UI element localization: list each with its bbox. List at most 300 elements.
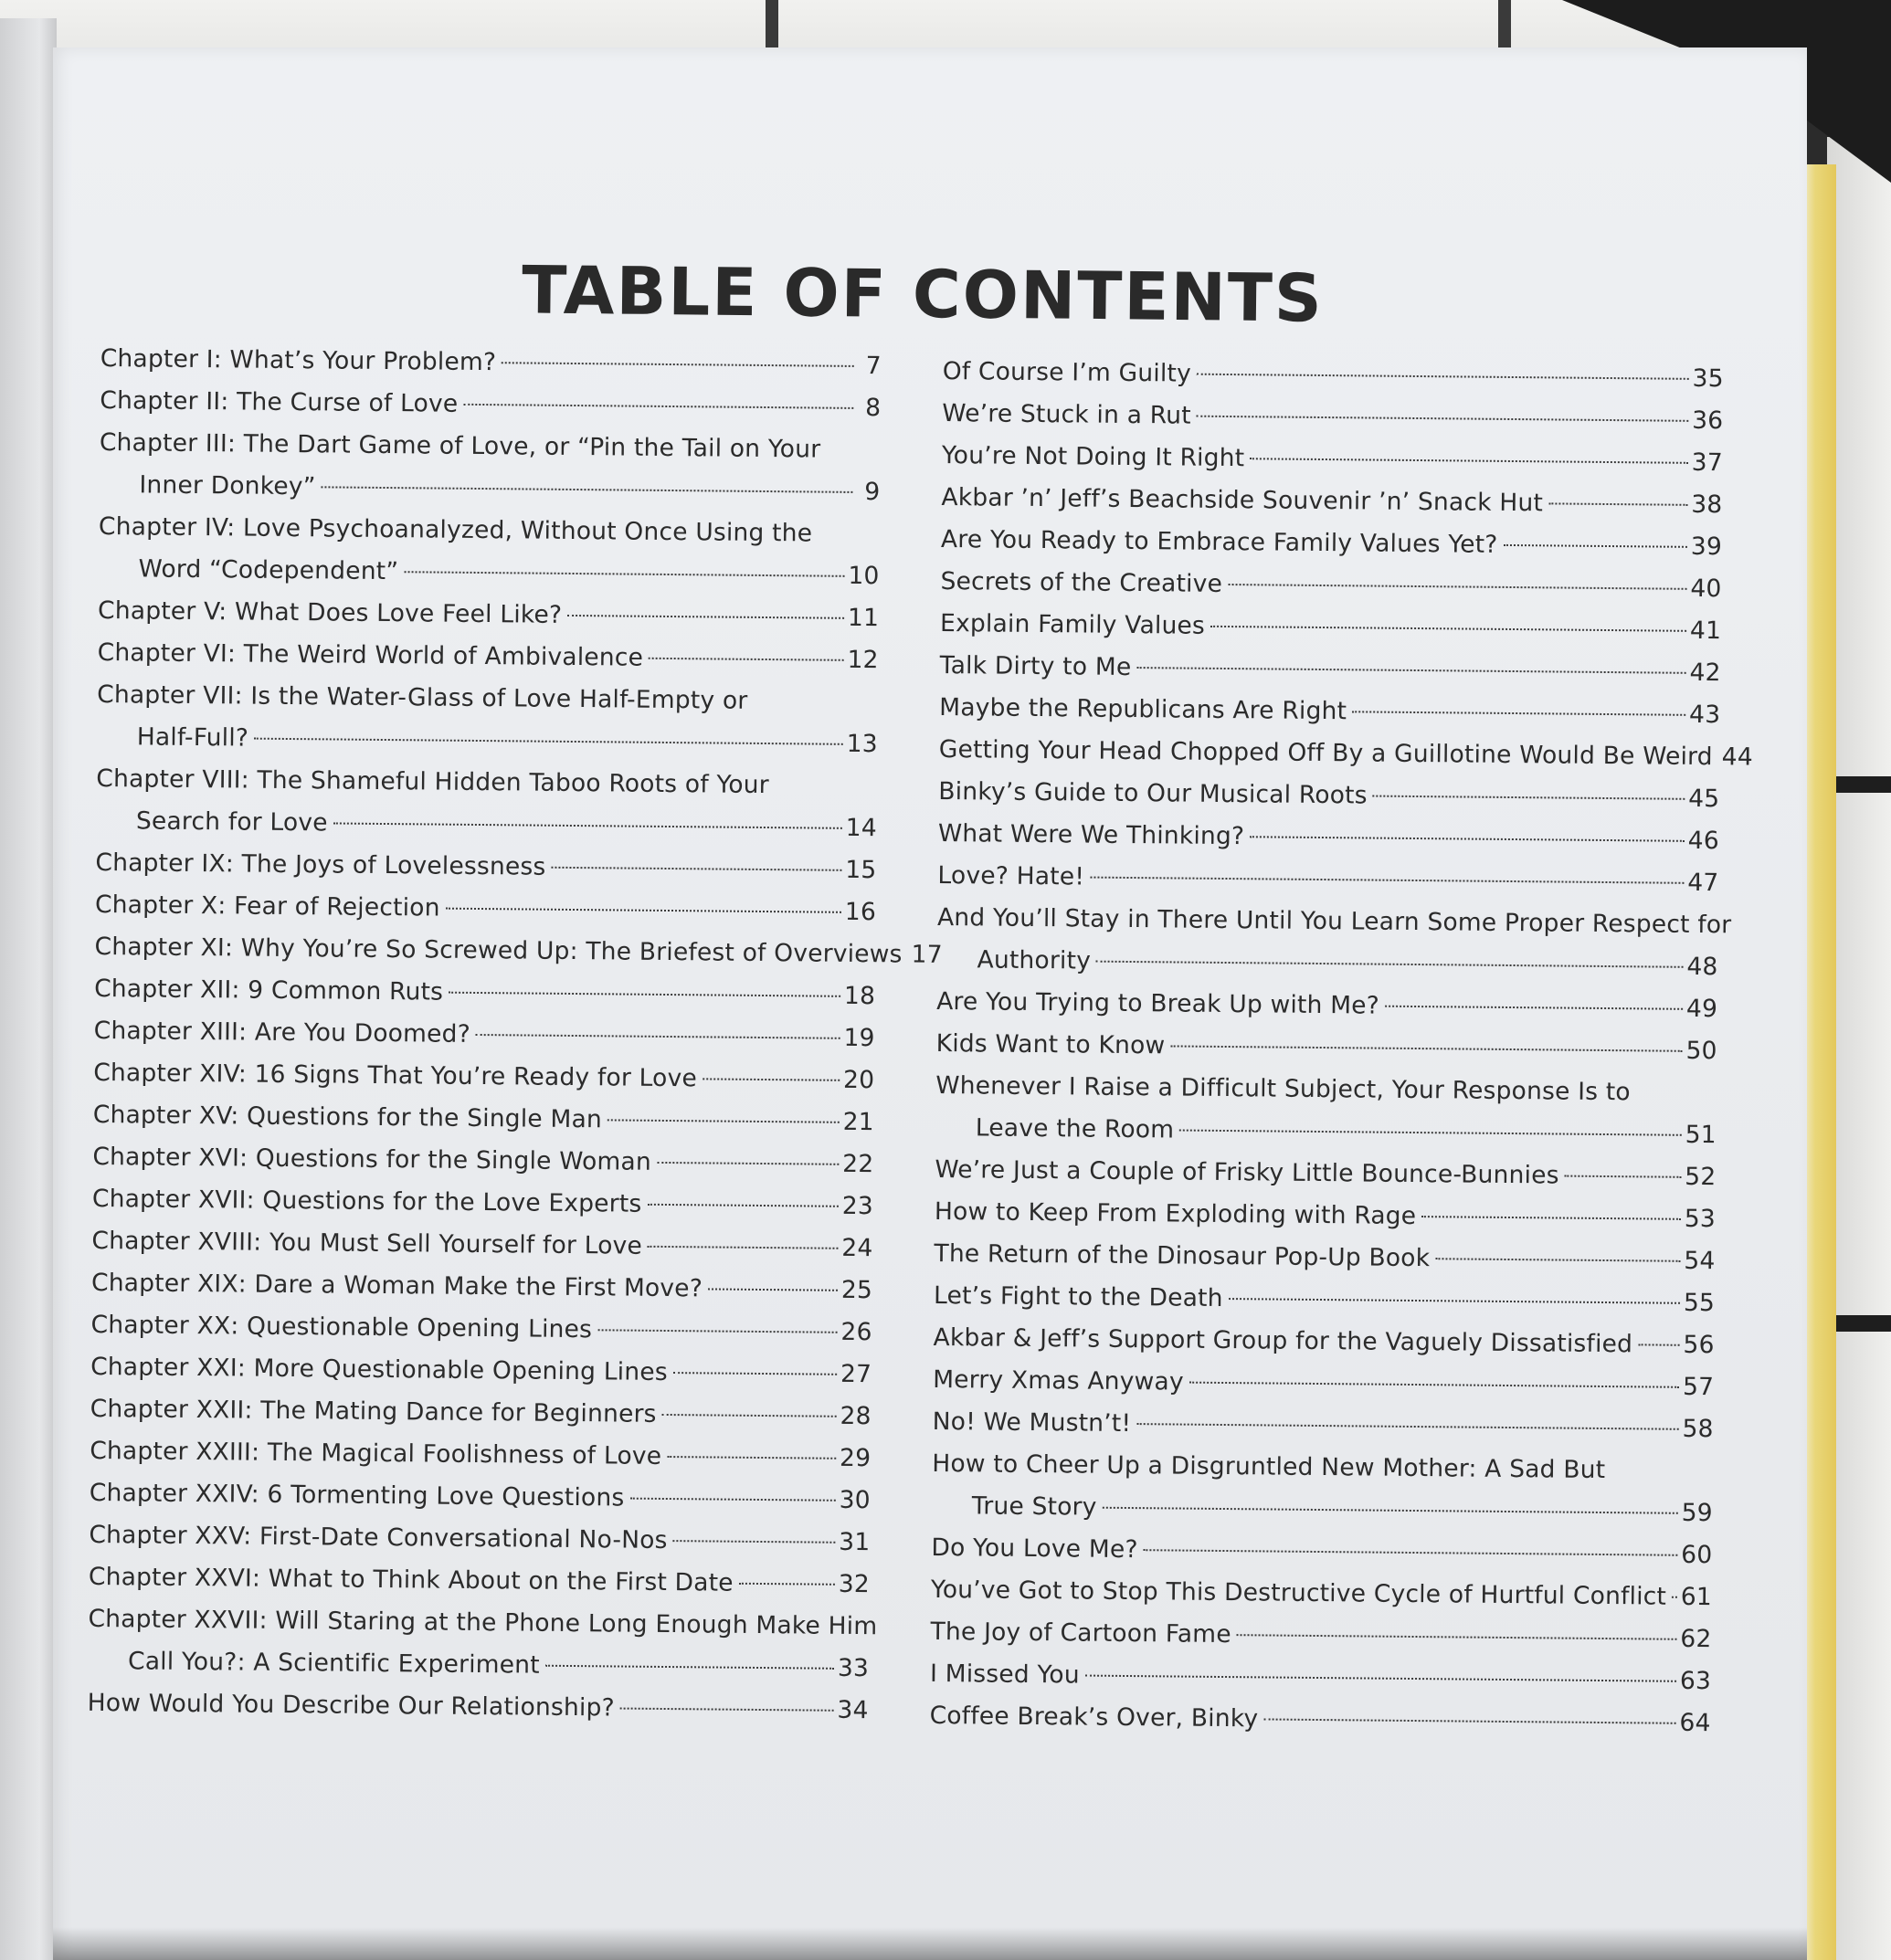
dot-leader xyxy=(1250,835,1685,842)
toc-page-number: 14 xyxy=(845,813,878,843)
toc-entry-title: We’re Stuck in a Rut xyxy=(942,398,1191,430)
dot-leader xyxy=(1136,666,1685,674)
dot-leader xyxy=(1229,1297,1680,1304)
dot-leader xyxy=(1638,1343,1679,1345)
toc-entry-line xyxy=(89,1556,870,1606)
dot-leader xyxy=(1228,583,1686,590)
toc-entry-title: I Missed You xyxy=(929,1659,1080,1690)
dot-leader xyxy=(1237,1633,1677,1640)
toc-page-number: 18 xyxy=(843,981,876,1011)
toc-page-number: 21 xyxy=(842,1107,874,1137)
toc-entry-line xyxy=(92,1136,873,1185)
toc-page-number: 61 xyxy=(1680,1582,1713,1612)
dot-leader xyxy=(1263,1717,1675,1723)
toc-entry xyxy=(100,338,882,387)
dot-leader xyxy=(708,1287,838,1291)
toc-entry-line xyxy=(935,1149,1716,1198)
toc-entry-line xyxy=(91,1220,872,1270)
toc-page-number: 62 xyxy=(1680,1624,1712,1654)
dot-leader xyxy=(1548,501,1687,505)
toc-entry-title: Maybe the Republicans Are Right xyxy=(939,692,1347,726)
toc-page-number: 9 xyxy=(864,478,881,507)
toc-entry-title: How to Cheer Up a Disgruntled New Mother: A Sad But xyxy=(932,1449,1606,1485)
toc-entry-line xyxy=(90,1388,872,1438)
toc-entry-line xyxy=(939,687,1720,736)
dot-leader xyxy=(545,1664,834,1670)
toc-entry-line xyxy=(88,1598,878,1648)
toc-entry xyxy=(930,1653,1711,1702)
toc-page-number: 33 xyxy=(837,1653,870,1683)
toc-entry xyxy=(90,1346,872,1396)
toc-page-number: 47 xyxy=(1687,868,1719,898)
toc-entry-line xyxy=(91,1262,872,1312)
toc-entry-line xyxy=(931,1569,1712,1618)
toc-page-number: 30 xyxy=(839,1485,871,1515)
toc-entry-line xyxy=(933,1401,1714,1450)
toc-entry xyxy=(937,855,1718,904)
dot-leader xyxy=(739,1582,835,1586)
toc-entry-continuation xyxy=(98,548,879,597)
dot-leader xyxy=(322,485,853,493)
toc-entry xyxy=(90,1388,872,1438)
dot-leader xyxy=(333,821,842,828)
toc-page-number: 51 xyxy=(1685,1120,1717,1150)
toc-page-number: 45 xyxy=(1688,784,1720,814)
dot-leader xyxy=(254,737,843,745)
toc-page-number: 8 xyxy=(865,394,882,423)
toc-entry-title: Leave the Room xyxy=(975,1113,1175,1144)
toc-entry xyxy=(933,1401,1714,1450)
dot-leader xyxy=(647,1203,838,1207)
dot-leader xyxy=(657,1161,839,1165)
toc-entry-line xyxy=(98,590,879,639)
page-shadow xyxy=(53,1927,1807,1960)
toc-entry-title: Talk Dirty to Me xyxy=(939,650,1132,681)
toc-entry-title: Chapter V: What Does Love Feel Like? xyxy=(97,595,563,629)
toc-entry-title: Chapter XXIII: The Magical Foolishness of Love xyxy=(90,1436,662,1470)
toc-entry xyxy=(941,519,1722,568)
dot-leader xyxy=(1179,1129,1681,1136)
toc-page-number: 28 xyxy=(840,1401,872,1431)
toc-page-number: 11 xyxy=(847,603,880,633)
toc-entry-title: You’re Not Doing It Right xyxy=(941,440,1245,473)
toc-entry-line xyxy=(936,897,1732,946)
dot-leader xyxy=(1197,415,1688,422)
toc-entry-line xyxy=(92,1178,873,1228)
dot-leader xyxy=(404,570,844,577)
toc-entry xyxy=(95,842,876,891)
toc-entry-title: Do You Love Me? xyxy=(931,1533,1138,1565)
toc-entry xyxy=(935,1149,1716,1198)
toc-entry-line xyxy=(933,1359,1714,1408)
toc-page-number: 52 xyxy=(1685,1162,1717,1192)
dot-leader xyxy=(662,1413,837,1417)
toc-entry-title: How Would You Describe Our Relationship? xyxy=(87,1688,615,1723)
dot-leader xyxy=(1096,960,1683,968)
toc-page-number: 48 xyxy=(1686,952,1718,982)
dot-leader xyxy=(1250,457,1687,464)
toc-entry xyxy=(98,506,880,597)
toc-entry-line xyxy=(935,1191,1716,1240)
toc-entry xyxy=(933,1317,1714,1366)
toc-entry xyxy=(938,771,1719,820)
toc-page-number: 64 xyxy=(1679,1708,1711,1738)
toc-entry xyxy=(93,1094,874,1143)
toc-entry-title: Chapter VIII: The Shameful Hidden Taboo Roots of Your xyxy=(96,764,769,800)
toc-page-number: 25 xyxy=(840,1275,873,1305)
toc-entry xyxy=(939,687,1720,736)
dot-leader xyxy=(449,991,840,997)
toc-entry-title: Chapter III: The Dart Game of Love, or “Pin the Tail on Your xyxy=(99,427,821,464)
toc-entry xyxy=(87,1682,868,1732)
toc-page-number: 37 xyxy=(1691,448,1724,478)
toc-entry-title: Chapter XXII: The Mating Dance for Beginners xyxy=(90,1394,657,1428)
toc-entry-line xyxy=(94,926,943,975)
toc-entry-title: Chapter XXV: First-Date Conversational No-Nos xyxy=(89,1520,668,1555)
toc-entry-title: Of Course I’m Guilty xyxy=(942,356,1192,388)
toc-entry-title: Half-Full? xyxy=(136,722,249,753)
toc-entry-title: Chapter XXIV: 6 Tormenting Love Questions xyxy=(89,1478,625,1512)
toc-entry-line xyxy=(100,380,881,429)
toc-page-number: 15 xyxy=(845,855,877,885)
dot-leader xyxy=(446,907,841,913)
toc-entry xyxy=(93,1052,874,1101)
toc-entry xyxy=(930,1611,1711,1660)
toc-entry-title: Chapter XXVI: What to Think About on the First Date xyxy=(88,1562,734,1597)
dot-leader xyxy=(1197,373,1689,380)
toc-entry xyxy=(90,1430,871,1480)
toc-page-number: 16 xyxy=(844,897,877,927)
toc-entry xyxy=(99,422,881,513)
toc-entry xyxy=(97,632,878,681)
toc-entry-title: The Joy of Cartoon Fame xyxy=(930,1617,1231,1649)
toc-entry xyxy=(931,1527,1712,1576)
toc-entry-title: Chapter IV: Love Psychoanalyzed, Without Once Using the xyxy=(98,511,813,548)
toc-entry-line xyxy=(89,1514,870,1564)
toc-entry xyxy=(90,1304,872,1354)
toc-entry-line xyxy=(939,645,1720,694)
toc-page-number: 60 xyxy=(1681,1540,1713,1570)
toc-page-number: 24 xyxy=(841,1233,873,1263)
toc-entry-title: Love? Hate! xyxy=(937,860,1085,891)
toc-entry-continuation xyxy=(97,716,878,765)
toc-entry-line xyxy=(100,422,881,471)
toc-entry xyxy=(938,729,1754,778)
toc-entry-title: Coffee Break’s Over, Binky xyxy=(929,1701,1259,1733)
dot-leader xyxy=(1090,876,1684,884)
toc-entry-line xyxy=(99,506,880,555)
toc-entry xyxy=(97,674,879,765)
toc-entry-line xyxy=(938,729,1754,778)
toc-entry-title: Are You Trying to Break Up with Me? xyxy=(936,986,1380,1020)
toc-entry-title: Chapter XVIII: You Must Sell Yourself for Love xyxy=(91,1226,643,1260)
toc-entry-title: The Return of the Dinosaur Pop-Up Book xyxy=(934,1238,1431,1273)
dot-leader xyxy=(1565,1175,1682,1178)
toc-page-number: 31 xyxy=(839,1527,871,1557)
toc-entry-line xyxy=(934,1233,1715,1282)
toc-page-number: 40 xyxy=(1690,574,1722,604)
toc-entry-continuation xyxy=(99,464,880,513)
toc-entry-title: What Were We Thinking? xyxy=(937,818,1245,851)
toc-entry xyxy=(939,645,1720,694)
toc-entry xyxy=(100,380,881,429)
dot-leader xyxy=(649,657,843,661)
toc-entry-line xyxy=(90,1304,872,1354)
toc-entry xyxy=(94,968,875,1017)
toc-page-number: 32 xyxy=(838,1569,871,1599)
toc-entry-title: Authority xyxy=(977,945,1092,975)
toc-page-number: 27 xyxy=(840,1359,872,1389)
dot-leader xyxy=(1435,1257,1680,1262)
toc-entry-line xyxy=(93,1094,874,1143)
dot-leader xyxy=(1421,1215,1681,1220)
dot-leader xyxy=(1103,1506,1678,1514)
toc-entry-title: Chapter XV: Questions for the Single Man xyxy=(92,1100,603,1134)
toc-entry-line xyxy=(97,674,878,723)
toc-entry xyxy=(940,561,1721,610)
toc-entry-continuation xyxy=(936,939,1717,988)
dot-leader xyxy=(673,1371,837,1375)
toc-left-column xyxy=(87,338,943,1732)
toc-page-number: 12 xyxy=(847,645,879,675)
toc-entry xyxy=(935,1191,1716,1240)
toc-entry-title: Kids Want to Know xyxy=(935,1028,1166,1060)
toc-page-number: 17 xyxy=(911,940,943,969)
toc-entry-line xyxy=(932,1443,1713,1492)
dot-leader xyxy=(703,1077,840,1080)
toc-page-number: 42 xyxy=(1689,658,1721,688)
toc-page-number: 49 xyxy=(1685,994,1718,1024)
toc-entry-title: Chapter XVI: Questions for the Single Woman xyxy=(92,1142,652,1176)
toc-entry-line xyxy=(95,842,876,891)
toc-page-number: 43 xyxy=(1688,700,1721,730)
dot-leader xyxy=(1136,1422,1678,1430)
toc-entry xyxy=(93,1010,874,1059)
toc-page-number: 19 xyxy=(843,1023,875,1053)
toc-entry xyxy=(95,884,876,933)
toc-entry-title: Chapter X: Fear of Rejection xyxy=(94,890,440,922)
toc-entry-line xyxy=(930,1653,1711,1702)
toc-page-number: 55 xyxy=(1683,1288,1716,1318)
toc-entry xyxy=(938,813,1719,862)
toc-entry-line xyxy=(940,561,1721,610)
toc-page-number: 44 xyxy=(1721,743,1754,772)
toc-entry xyxy=(935,1023,1717,1072)
toc-page-number: 46 xyxy=(1687,826,1720,856)
toc-entry-title: Chapter I: What’s Your Problem? xyxy=(100,343,497,377)
dot-leader xyxy=(1504,543,1687,548)
toc-entry xyxy=(932,1443,1714,1534)
toc-entry xyxy=(92,1136,873,1185)
toc-page-number: 39 xyxy=(1690,532,1723,562)
dot-leader xyxy=(673,1539,836,1544)
toc-entry-line xyxy=(930,1611,1711,1660)
toc-page-number: 63 xyxy=(1679,1666,1712,1696)
dot-leader xyxy=(502,361,854,367)
toc-entry-line xyxy=(90,1430,871,1480)
toc-entry-title: Chapter XXVII: Will Staring at the Phone Long Enough Make Him xyxy=(88,1604,878,1641)
toc-entry-line xyxy=(97,632,878,681)
toc-entry-line xyxy=(90,1472,871,1522)
toc-page-number: 54 xyxy=(1684,1246,1716,1276)
toc-entry-title: Chapter XVII: Questions for the Love Experts xyxy=(91,1184,642,1218)
toc-entry xyxy=(929,1695,1710,1744)
toc-page-number: 34 xyxy=(837,1695,869,1725)
toc-entry-line xyxy=(100,338,882,387)
toc-entry xyxy=(942,393,1723,442)
dot-leader xyxy=(597,1328,837,1333)
backdrop-right xyxy=(1827,137,1891,1960)
toc-entry xyxy=(941,477,1722,526)
toc-entry-continuation xyxy=(935,1107,1717,1156)
toc-entry-title: Search for Love xyxy=(135,806,328,838)
toc-entry xyxy=(936,897,1732,988)
toc-entry-title: Are You Ready to Embrace Family Values Yet? xyxy=(940,524,1498,559)
toc-entry-line xyxy=(937,855,1718,904)
toc-page-number: 29 xyxy=(839,1443,872,1473)
toc-entry-line xyxy=(935,1065,1717,1114)
toc-page-number: 38 xyxy=(1691,490,1723,520)
toc-entry-title: And You’ll Stay in There Until You Learn Some Proper Respect for xyxy=(936,902,1732,940)
toc-entry-title: True Story xyxy=(971,1491,1097,1522)
toc-entry-title: We’re Just a Couple of Frisky Little Bounce-Bunnies xyxy=(935,1154,1559,1190)
toc-entry xyxy=(936,981,1717,1030)
toc-entry xyxy=(89,1514,870,1564)
toc-entry xyxy=(96,758,878,849)
toc-page-number: 7 xyxy=(865,352,882,381)
toc-entry-title: Chapter IX: The Joys of Lovelessness xyxy=(95,848,546,881)
toc-entry-line xyxy=(93,1052,874,1101)
toc-entry-title: Chapter II: The Curse of Love xyxy=(100,385,459,418)
toc-entry xyxy=(90,1472,871,1522)
toc-entry xyxy=(92,1178,873,1228)
toc-entry-line xyxy=(935,1023,1717,1072)
toc-entry-title: Merry Xmas Anyway xyxy=(933,1365,1184,1396)
dot-leader xyxy=(648,1245,838,1249)
dot-leader xyxy=(1085,1674,1676,1682)
toc-entry-line xyxy=(933,1317,1714,1366)
toc-entry-title: Word “Codependent” xyxy=(138,554,399,586)
toc-entry-line xyxy=(942,435,1723,484)
toc-entry-title: Inner Donkey” xyxy=(139,470,316,501)
toc-entry-title: Chapter XII: 9 Common Ruts xyxy=(94,974,444,1006)
toc-entry xyxy=(91,1220,872,1270)
toc-entry xyxy=(934,1233,1715,1282)
toc-page-number: 50 xyxy=(1685,1036,1717,1066)
dot-leader xyxy=(1189,1381,1679,1388)
toc-entry-title: Chapter XI: Why You’re So Screwed Up: The Briefest of Overviews xyxy=(94,932,903,969)
dot-leader xyxy=(629,1497,835,1502)
toc-entry-line xyxy=(941,519,1722,568)
toc-entry-title: Chapter XIII: Are You Doomed? xyxy=(93,1016,471,1048)
toc-page-number: 20 xyxy=(842,1065,875,1095)
toc-entry xyxy=(91,1262,872,1312)
toc-entry-title: Chapter XIX: Dare a Woman Make the First Move? xyxy=(90,1268,703,1303)
toc-entry-continuation xyxy=(88,1640,869,1690)
toc-entry-continuation xyxy=(96,800,877,849)
dot-leader xyxy=(1373,795,1685,800)
toc-entry-line xyxy=(87,1682,868,1732)
toc-entry-line xyxy=(96,758,877,807)
toc-entry-title: Secrets of the Creative xyxy=(940,566,1223,598)
toc-page-number: 26 xyxy=(840,1317,872,1347)
dot-leader xyxy=(1352,710,1685,716)
toc-entry-title: Binky’s Guide to Our Musical Roots xyxy=(938,776,1368,810)
toc-page-number: 10 xyxy=(848,561,880,591)
toc-entry-line xyxy=(93,1010,874,1059)
toc-entry-title: Chapter XX: Questionable Opening Lines xyxy=(90,1310,593,1344)
toc-entry-line xyxy=(934,1275,1715,1324)
toc-entry xyxy=(942,435,1723,484)
tile-grout xyxy=(1827,1315,1891,1332)
toc-entry xyxy=(940,603,1721,652)
facing-page-edge xyxy=(0,18,57,1960)
toc-entry-title: Chapter XIV: 16 Signs That You’re Ready for Love xyxy=(93,1058,698,1093)
toc-entry-line xyxy=(943,351,1724,400)
toc-entry-line xyxy=(94,968,875,1017)
dot-leader xyxy=(567,614,844,619)
toc-entry-title: Chapter XXI: More Questionable Opening Lines xyxy=(90,1352,668,1387)
toc-page-number: 59 xyxy=(1681,1498,1713,1528)
tile-grout xyxy=(1827,776,1891,793)
toc-entry-line xyxy=(938,813,1719,862)
toc-page-number: 22 xyxy=(842,1149,874,1179)
dot-leader xyxy=(667,1455,836,1459)
toc-entry-title: No! We Mustn’t! xyxy=(932,1407,1132,1438)
toc-entry-title: Akbar & Jeff’s Support Group for the Vaguely Dissatisfied xyxy=(933,1322,1633,1359)
toc-entry-title: Getting Your Head Chopped Off By a Guillotine Would Be Weird xyxy=(938,734,1713,772)
dot-leader xyxy=(1144,1548,1678,1556)
toc-page-number: 58 xyxy=(1682,1414,1714,1444)
toc-entry-title: Explain Family Values xyxy=(939,608,1206,640)
dot-leader xyxy=(1385,1005,1683,1010)
toc-page-number: 41 xyxy=(1689,616,1722,646)
toc-page-number: 13 xyxy=(846,729,878,759)
toc-entry-line xyxy=(90,1346,872,1396)
toc-entry-title: Chapter VI: The Weird World of Ambivalence xyxy=(97,638,644,672)
toc-entry-line xyxy=(936,981,1717,1030)
toc-entry xyxy=(931,1569,1712,1618)
toc-entry-title: You’ve Got to Stop This Destructive Cycle of Hurtful Conflict xyxy=(930,1575,1667,1611)
toc-entry xyxy=(94,926,943,975)
toc-entry xyxy=(935,1065,1717,1156)
dot-leader xyxy=(620,1707,834,1712)
toc-entry-continuation xyxy=(932,1485,1713,1534)
toc-right-column xyxy=(929,351,1754,1744)
toc-entry xyxy=(88,1598,878,1690)
toc-page-number: 36 xyxy=(1692,406,1724,436)
toc-page-number: 23 xyxy=(841,1191,874,1221)
toc-page-number: 53 xyxy=(1684,1204,1717,1234)
dot-leader xyxy=(1170,1044,1682,1051)
toc-entry-line xyxy=(95,884,876,933)
toc-page-number: 57 xyxy=(1682,1372,1715,1402)
toc-entry-line xyxy=(941,477,1722,526)
dot-leader xyxy=(476,1033,840,1039)
toc-entry-line xyxy=(931,1527,1712,1576)
toc-entry-title: Call You?: A Scientific Experiment xyxy=(127,1647,540,1680)
toc-page-number: 56 xyxy=(1683,1330,1715,1360)
dot-leader xyxy=(607,1118,840,1122)
toc-entry-title: Let’s Fight to the Death xyxy=(933,1280,1223,1312)
toc-entry xyxy=(943,351,1724,400)
toc-page-number: 35 xyxy=(1692,364,1724,394)
dot-leader xyxy=(551,866,841,871)
toc-entry-title: Akbar ’n’ Jeff’s Beachside Souvenir ’n’ Snack Hut xyxy=(941,482,1544,518)
toc-entry-title: Whenever I Raise a Difficult Subject, Your Response Is to xyxy=(935,1070,1631,1107)
toc-entry-line xyxy=(942,393,1723,442)
toc-entry xyxy=(89,1556,870,1606)
